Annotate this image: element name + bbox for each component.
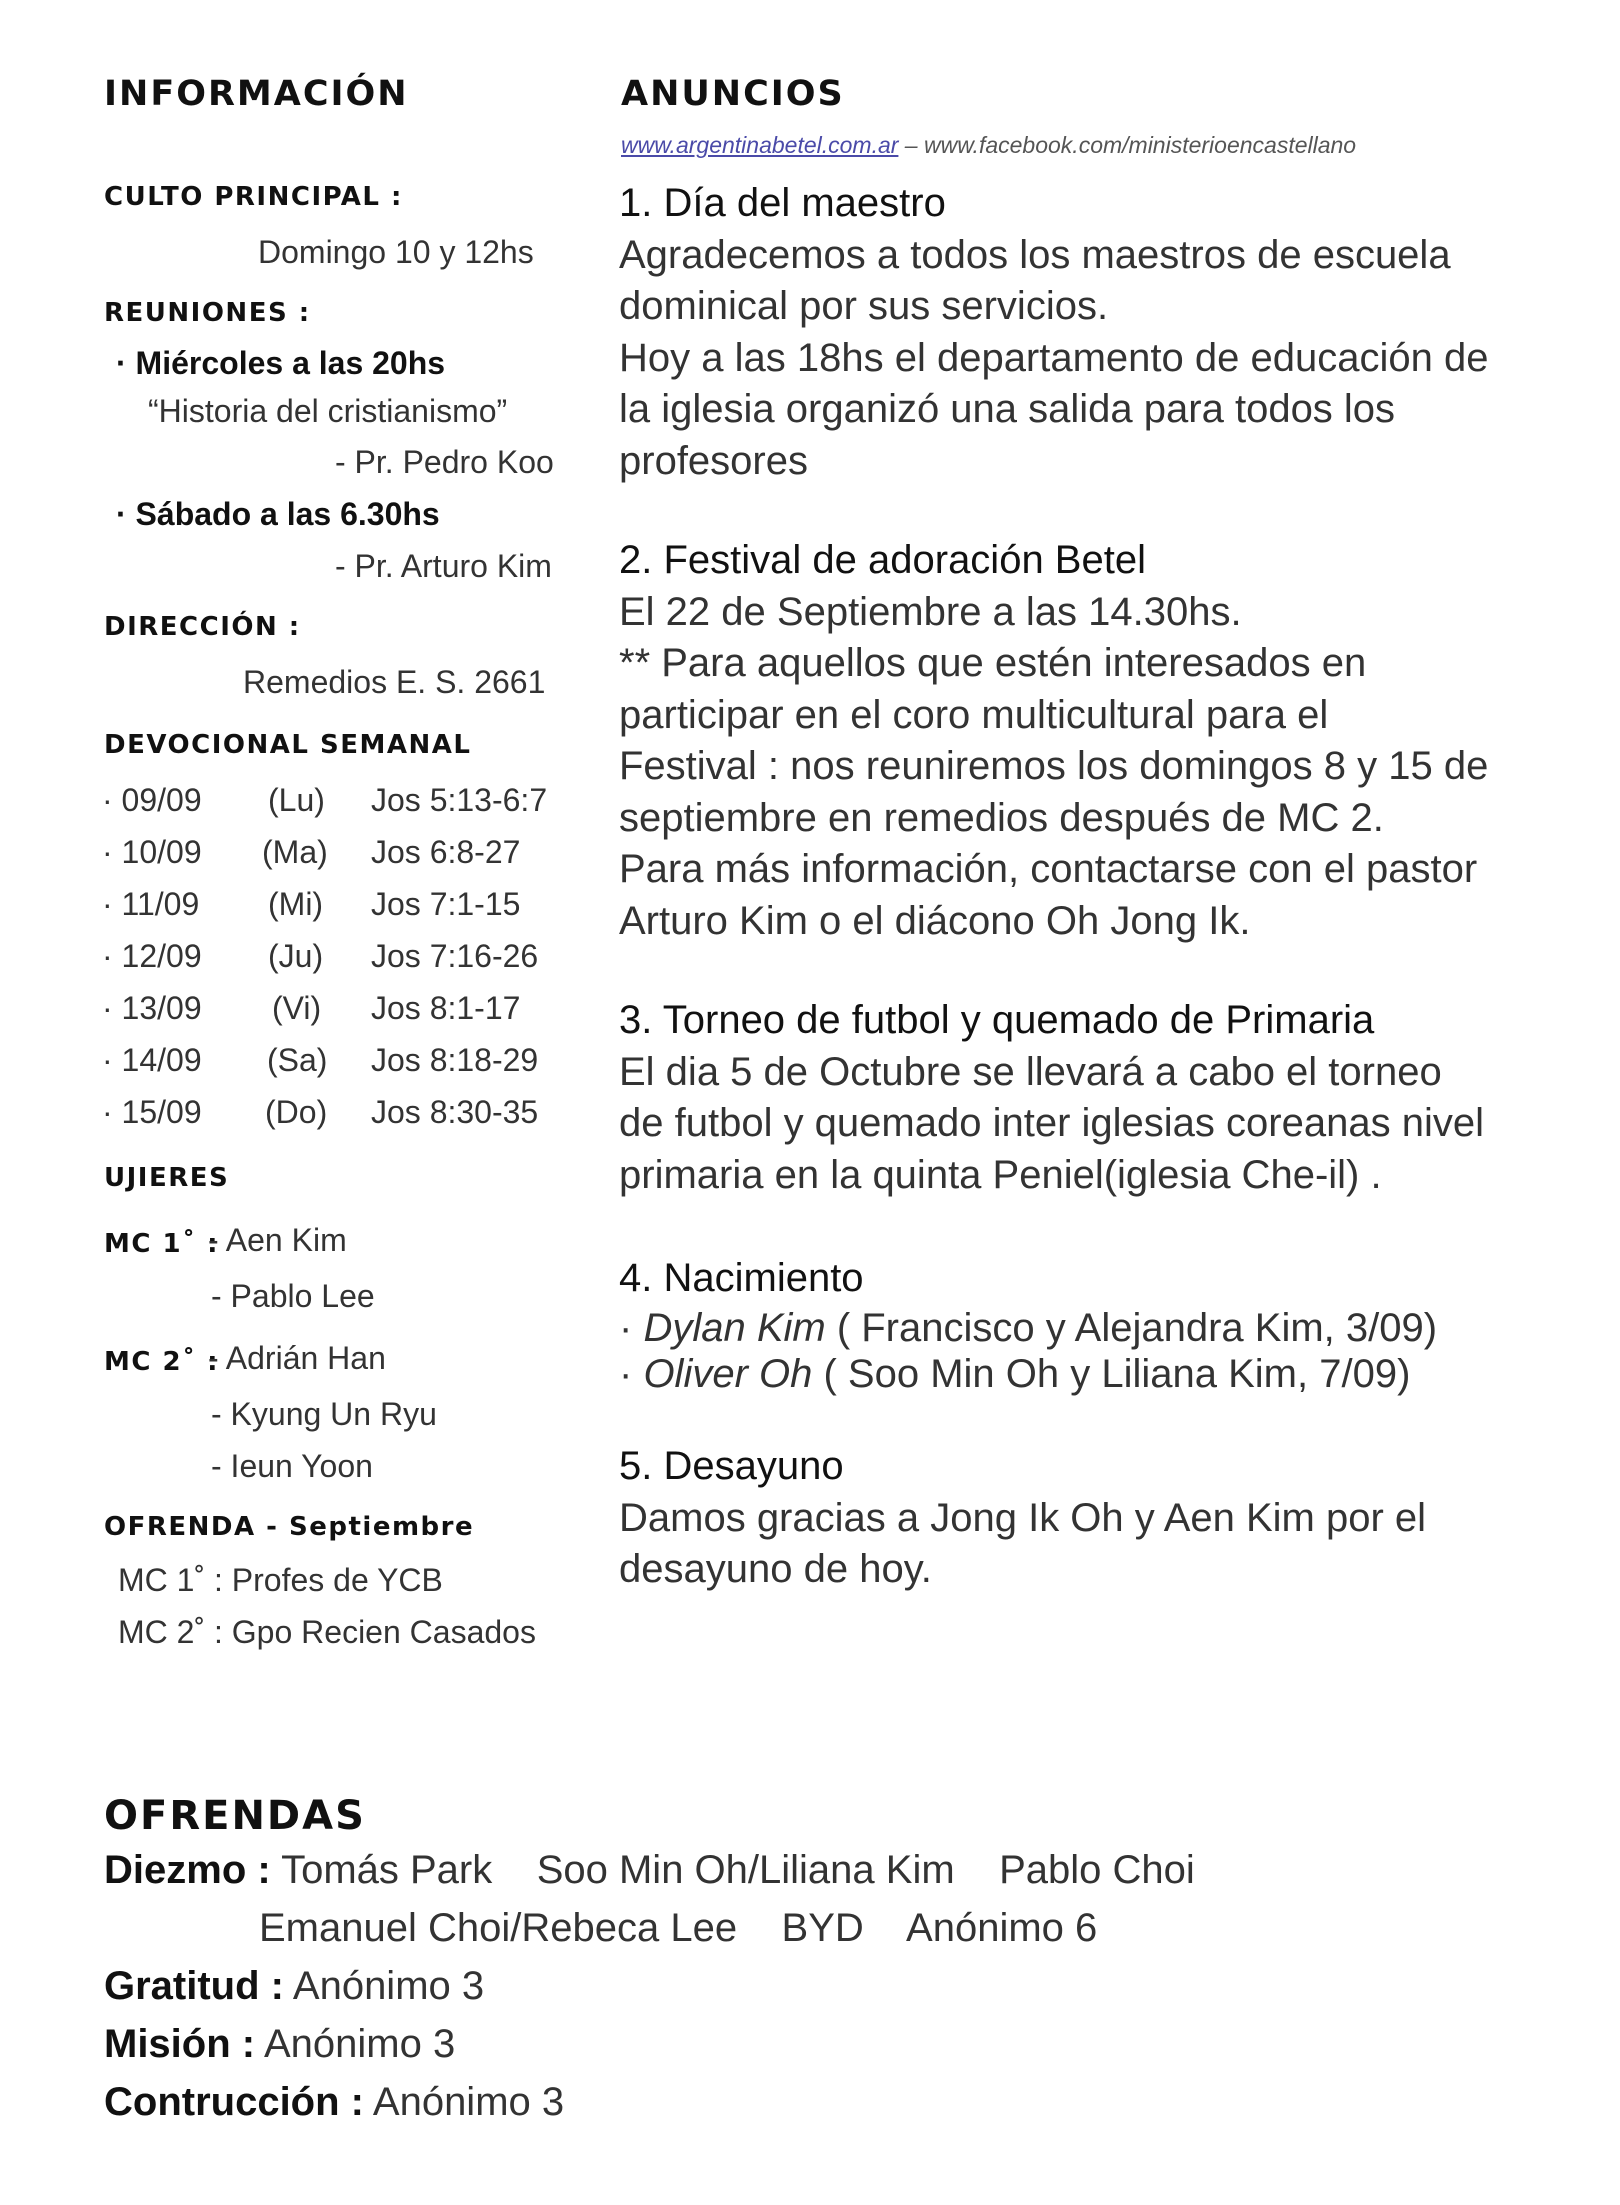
anuncio-2-line: participar en el coro multicultural para el (619, 692, 1329, 737)
parents-date: ( Francisco y Alejandra Kim, 3/09) (825, 1305, 1438, 1350)
anuncio-2-line: Festival : nos reuniremos los domingos 8 y 15 de (619, 744, 1489, 788)
anuncio-5-title: 5. Desayuno (619, 1444, 844, 1488)
anuncio-1-line: Agradecemos a todos los maestros de escuela (619, 232, 1451, 277)
construccion-value: Anónimo 3 (372, 2080, 565, 2124)
devocional-date: · 15/09 (102, 1094, 202, 1130)
anuncios-title: ANUNCIOS (621, 74, 845, 114)
mc2-name: - Adrián Han (208, 1340, 386, 1376)
anuncio-5-line: Damos gracias a Jong Ik Oh y Aen Kim por el (619, 1495, 1427, 1540)
nacimiento-item (619, 1351, 1437, 1397)
devocional-ref: Jos 8:1-17 (371, 990, 521, 1026)
anuncio-1-line: dominical por sus servicios. (619, 284, 1109, 328)
devocional-day: (Sa) (267, 1042, 328, 1078)
anuncio-3-line: El dia 5 de Octubre se llevará a cabo el torneo (619, 1049, 1442, 1094)
ujieres-label: UJIERES (104, 1163, 230, 1193)
devocional-ref: Jos 5:13-6:7 (371, 782, 548, 818)
anuncio-2 (619, 535, 1488, 947)
anuncio-5 (619, 1441, 1426, 1596)
culto-value: Domingo 10 y 12hs (258, 234, 534, 270)
devocional-day: (Ju) (268, 938, 324, 974)
bullet: · (619, 1351, 644, 1396)
devocional-ref: Jos 8:18-29 (371, 1042, 539, 1078)
direccion-label: DIRECCIÓN : (104, 612, 301, 642)
devocional-day: (Vi) (272, 990, 322, 1026)
website-link[interactable]: www.argentinabetel.com.ar (621, 132, 899, 158)
bullet: · (619, 1305, 644, 1350)
reunion-1-subtitle: “Historia del cristianismo” (148, 393, 508, 429)
ofrenda-mc2: MC 2˚ : Gpo Recien Casados (118, 1614, 536, 1650)
mision-label: Misión : (104, 2022, 256, 2066)
mc1-label: MC 1˚ : (104, 1229, 220, 1259)
anuncio-1-title: 1. Día del maestro (619, 181, 946, 225)
reunion-2-pastor: - Pr. Arturo Kim (335, 548, 552, 584)
devocional-date: · 11/09 (102, 886, 200, 922)
anuncio-2-line: ** Para aquellos que estén interesados en (619, 641, 1367, 685)
devocional-ref: Jos 6:8-27 (371, 834, 521, 870)
anuncio-1-line: la iglesia organizó una salida para todos los (619, 387, 1396, 431)
devocional-day: (Do) (265, 1094, 328, 1130)
devocional-day: (Ma) (262, 834, 328, 870)
anuncio-1-line: Hoy a las 18hs el departamento de educación de (619, 335, 1489, 380)
facebook-link[interactable]: www.facebook.com/ministerioencastellano (924, 132, 1357, 158)
reunion-1-title: · Miércoles a las 20hs (116, 345, 446, 381)
anuncio-4 (619, 1253, 1437, 1397)
reuniones-label: REUNIONES : (104, 298, 311, 328)
anuncio-5-line: desayuno de hoy. (619, 1547, 932, 1591)
gratitud-label: Gratitud : (104, 1964, 284, 2008)
parents-date: ( Soo Min Oh y Liliana Kim, 7/09) (812, 1351, 1411, 1396)
devocional-date: · 14/09 (102, 1042, 202, 1078)
nacimiento-item (619, 1305, 1437, 1351)
devocional-date: · 10/09 (102, 834, 202, 870)
devocional-day: (Mi) (268, 886, 324, 922)
baby-name: Oliver Oh (643, 1351, 813, 1396)
ofrenda-label: OFRENDA - Septiembre (104, 1512, 475, 1542)
links-separator: – (898, 132, 924, 158)
mc1-name: - Aen Kim (208, 1222, 347, 1258)
reunion-2-title: · Sábado a las 6.30hs (116, 496, 440, 532)
anuncio-3-line: primaria en la quinta Peniel(iglesia Che-il) . (619, 1152, 1382, 1197)
diezmo-row (104, 1848, 1195, 1893)
diezmo-names-2: Emanuel Choi/Rebeca Lee BYD Anónimo 6 (259, 1906, 1098, 1950)
info-title: INFORMACIÓN (104, 74, 409, 114)
anuncio-1 (619, 178, 1488, 487)
mision-value: Anónimo 3 (264, 2022, 456, 2066)
baby-name: Dylan Kim (643, 1305, 826, 1350)
devocional-ref: Jos 8:30-35 (371, 1094, 539, 1130)
anuncio-2-line: Para más información, contactarse con el pastor (619, 847, 1478, 891)
anuncio-3-line: de futbol y quemado inter iglesias coreanas nivel (619, 1101, 1484, 1145)
diezmo-label: Diezmo : (104, 1848, 271, 1892)
devocional-label: DEVOCIONAL SEMANAL (104, 730, 472, 760)
culto-label: CULTO PRINCIPAL : (104, 182, 403, 212)
devocional-ref: Jos 7:1-15 (371, 886, 521, 922)
devocional-date: · 09/09 (102, 782, 202, 818)
anuncio-2-line: septiembre en remedios después de MC 2. (619, 795, 1384, 840)
gratitud-row (104, 1964, 484, 2009)
anuncio-3 (619, 995, 1484, 1201)
mc2-name: - Ieun Yoon (211, 1448, 373, 1484)
anuncio-2-line: El 22 de Septiembre a las 14.30hs. (619, 589, 1242, 634)
mc2-name: - Kyung Un Ryu (211, 1396, 437, 1432)
ofrenda-mc1: MC 1˚ : Profes de YCB (118, 1562, 443, 1598)
anuncio-2-title: 2. Festival de adoración Betel (619, 538, 1146, 582)
mc1-name: - Pablo Lee (211, 1278, 375, 1314)
anuncio-2-line: Arturo Kim o el diácono Oh Jong Ik. (619, 898, 1251, 943)
construccion-row (104, 2080, 564, 2125)
anuncio-1-line: profesores (619, 438, 808, 483)
gratitud-value: Anónimo 3 (292, 1964, 485, 2008)
reunion-1-pastor: - Pr. Pedro Koo (335, 444, 554, 480)
mc2-label: MC 2˚ : (104, 1347, 220, 1377)
devocional-date: · 13/09 (102, 990, 202, 1026)
mision-row (104, 2022, 455, 2067)
anuncio-4-title: 4. Nacimiento (619, 1256, 864, 1300)
diezmo-names-1: Tomás Park Soo Min Oh/Liliana Kim Pablo Choi (281, 1848, 1195, 1892)
devocional-day: (Lu) (268, 782, 325, 818)
direccion-value: Remedios E. S. 2661 (243, 664, 546, 700)
devocional-ref: Jos 7:16-26 (371, 938, 539, 974)
ofrendas-title: OFRENDAS (104, 1793, 366, 1839)
construccion-label: Contrucción : (104, 2080, 364, 2124)
anuncio-3-title: 3. Torneo de futbol y quemado de Primaria (619, 998, 1375, 1042)
links-line (621, 132, 1356, 159)
devocional-date: · 12/09 (102, 938, 202, 974)
